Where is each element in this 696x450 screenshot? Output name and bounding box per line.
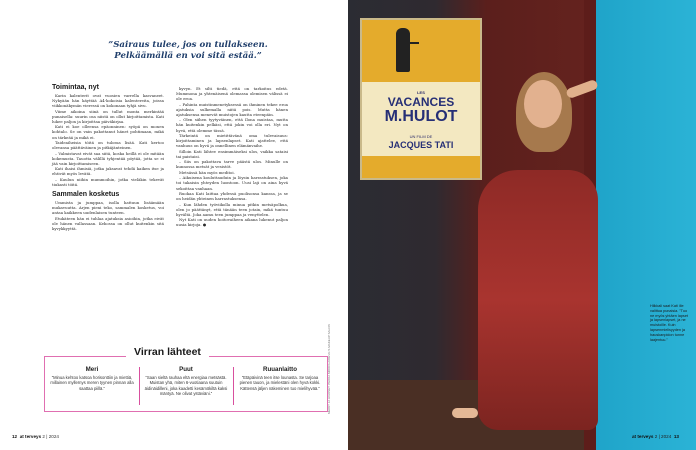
box-column-ruuanlaitto [238, 366, 322, 391]
section-heading: Sammalen kosketus [52, 191, 120, 199]
poster-director: JACQUES TATI [388, 140, 454, 150]
box-column-quote: ”Minua kehtoo katsoa horisonttiin ja miettiä, millainen myllernys meren tyynen pinnan alla saattaa piillä.” [50, 375, 134, 391]
page-number: 12 [12, 434, 18, 439]
paragraph: Etukäteen hän ei tuhlaa ajatuksia asioihin, jotka eivät ole hänen vallassaan. Kehossa on ollut kuitenkin sitä kyvykkyyttä. [52, 215, 164, 231]
divider [139, 367, 140, 405]
issue-number: 2 | 2024 [42, 434, 59, 439]
paragraph: Kati ei koe olleensa epäonninen: syöpä on monen kohtalo. Se on vain pakottanut hänet pohtimaan, mikä on tärkeää ja mikä ei. [52, 124, 164, 140]
turquoise-door [596, 0, 696, 450]
paragraph: Ruokaa Kati laittaa yhdessä puolisonsa kanssa, ja se on heidän yhteinen harrastuksensa. [176, 191, 288, 202]
paragraph: Karin kalenterit ovat vuosien varrella kasvaneet. Nykyään hän käyttää A4-kokoisia kalentereita, joissa viikkonäkymän vieressä on kokonaan tyhjä sivu. [52, 93, 164, 109]
poster-les: LES [417, 90, 425, 95]
poster-pipe [409, 42, 419, 44]
box-column-title: Puut [179, 366, 193, 373]
box-column-quote: ”Saan sieltä rauhaa eltä energiaa metsästä. Muistan yhä, miten 6-vuotiaana suutuin äidinäidilleni, joka kaadetti kesämökiltä kaksi mäntyä. Ne olivat ystäviäni.” [144, 375, 228, 397]
divider [233, 367, 234, 405]
box-column-meri [50, 366, 134, 391]
paragraph: – Kuulun niihin mummoihin, jotka vieläkin tekevät tiukasti töitä. [52, 176, 164, 187]
magazine-brand: at terveys [632, 434, 654, 439]
film-poster [360, 18, 482, 180]
photo-credit: MEIKIT JA HIUKSET: PEKKA MIKKOLA/DEVIL'S MAKEUP SALON [327, 324, 331, 414]
paragraph: – Olen siihen tyytyväinen, että Ilona muistaa, mutta hän kuitenkin pelkäsi, että jokin voi olla eri. Nyt on hyvä, että olemme tässä. [176, 117, 288, 133]
box-title: Virran lähteet [126, 346, 209, 358]
woman-foot [452, 408, 478, 418]
text-column-2 [176, 86, 288, 228]
paragraph: Metsässä hän myös meditoi. [179, 169, 235, 175]
paragraph: Nyt Kati on uuden hoitovaiheen aikana lukenut paljon uusia kirjoja. ● [176, 217, 288, 228]
paragraph: – Aikuisena kouluttauduin ja löysin harrastuksen, joka toi takaisin yhteyden luontoon. Uusi laji on aina hyvä sekoittaa vanhaan. [176, 175, 288, 191]
poster-title-1: VACANCES [387, 95, 455, 109]
magazine-brand: at terveys [19, 434, 42, 439]
paragraph: – Pahinta muistinmenetyksessä on ihminen tekee eroa ajatuksia sulkemalla niitä pois. Mutta hänen ajatuksensa menevät muistojen kautta eteenpäin. [176, 101, 288, 117]
poster-figure [396, 28, 410, 72]
paragraph: Kati ihaisi ihmisiä, jotka jaksavat tehdä kaiken itse ja ehtivät myös levätä. [52, 166, 164, 177]
photo-caption: Hilkkali saat Kati ille valittua punaisia. "Tuo ne myös yhtäen lapset ja lapsenlapset, ja ne muistoille. Kuin lapsenmielisyyden ja hauskanpidon tunne laajentuu." [650, 304, 688, 342]
woman-red-dress [478, 170, 598, 430]
woman-face [524, 80, 562, 128]
pull-quote: ”Sairaus tulee, jos on tullakseen. Pelkäämällä en voi sitä estää.” [108, 40, 268, 61]
page-number: 13 [673, 434, 679, 439]
text-column-1 [52, 84, 164, 231]
poster-title-2: M.HULOT [384, 108, 458, 125]
paragraph: – Kun lähden työviikolla minua pitkin metsäpolkua, olen jo päättänyt, että tänään teen jotain, mikä tuntuu hyvältä. Joka aamu teen jumppaa ja venyttelen. [176, 201, 288, 217]
issue-number: 2 | 2024 [654, 434, 672, 439]
right-page-photo [348, 0, 696, 450]
section-heading: Toimintaa, nyt [52, 84, 99, 91]
folio-left [12, 434, 59, 439]
poster-sky [362, 20, 480, 82]
paragraph: Viime aikoina siinä on tullut monta merkintää punaisella: suurin osa niistä on ollut kirjoittamista. Kati lukee paljon ja kirjoittaa päiväkirjaa. [52, 108, 164, 124]
paragraph: Tärkeintä on mietittävänä oma tulevaisuus: kirjoittaminen ja lapsenlapset. Kati ajattelee, että vanhuus on hyvä ja onnellinen elämänvaihe. [176, 133, 288, 149]
box-column-quote: ”Etäpäivinä teen itse lounasta. Se tarjoaa pienen tauon, ja mielestäni olen hyvä kokki. Kättensä jäljen näkeminen tuo mielihyvää.” [239, 375, 321, 391]
poster-un-film: UN FILM DE [409, 134, 433, 139]
paragraph: – Siis on pakottava tarve päästä ulos. Minulle on kunnossa metsät ja vesistöt. [176, 159, 288, 170]
folio-right [632, 434, 679, 439]
box-column-puut [144, 366, 228, 397]
paragraph: Silloin Kati lähtee ensimmäiseksi ulos, vaikka sataisi tai paistaisi. [176, 148, 288, 159]
paragraph: Taideaiheisia töitä on tulossa lisää. Kati kertoo olevansa päättäväinen ja pitkäjänteinen. [52, 140, 164, 151]
box-column-title: Ruuanlaitto [262, 366, 298, 373]
paragraph: kyvyn. Et silti tiedä, että on tarkoitus edetä. Mummona ja yhtenäisenä olemassa olemisen välissä ei ole eroa. [176, 86, 288, 102]
paragraph: Ummista ja jumppaa, isolla hattuun lisäämään mukavuutta. Arjen pieni teko, sammalen kosketus, voi antaa kaikkeen uudenlaisen tunteen. [52, 200, 164, 216]
box-column-title: Meri [85, 366, 99, 373]
poster-bottom-band [362, 156, 480, 178]
paragraph: – Valmistavat eivät saa siitä, koska heillä ei ole mitään kokemusta. Tauotta välillä tyhjentää pöytää, jotta se ei jää vain kirjoittamiseen. [52, 150, 164, 166]
